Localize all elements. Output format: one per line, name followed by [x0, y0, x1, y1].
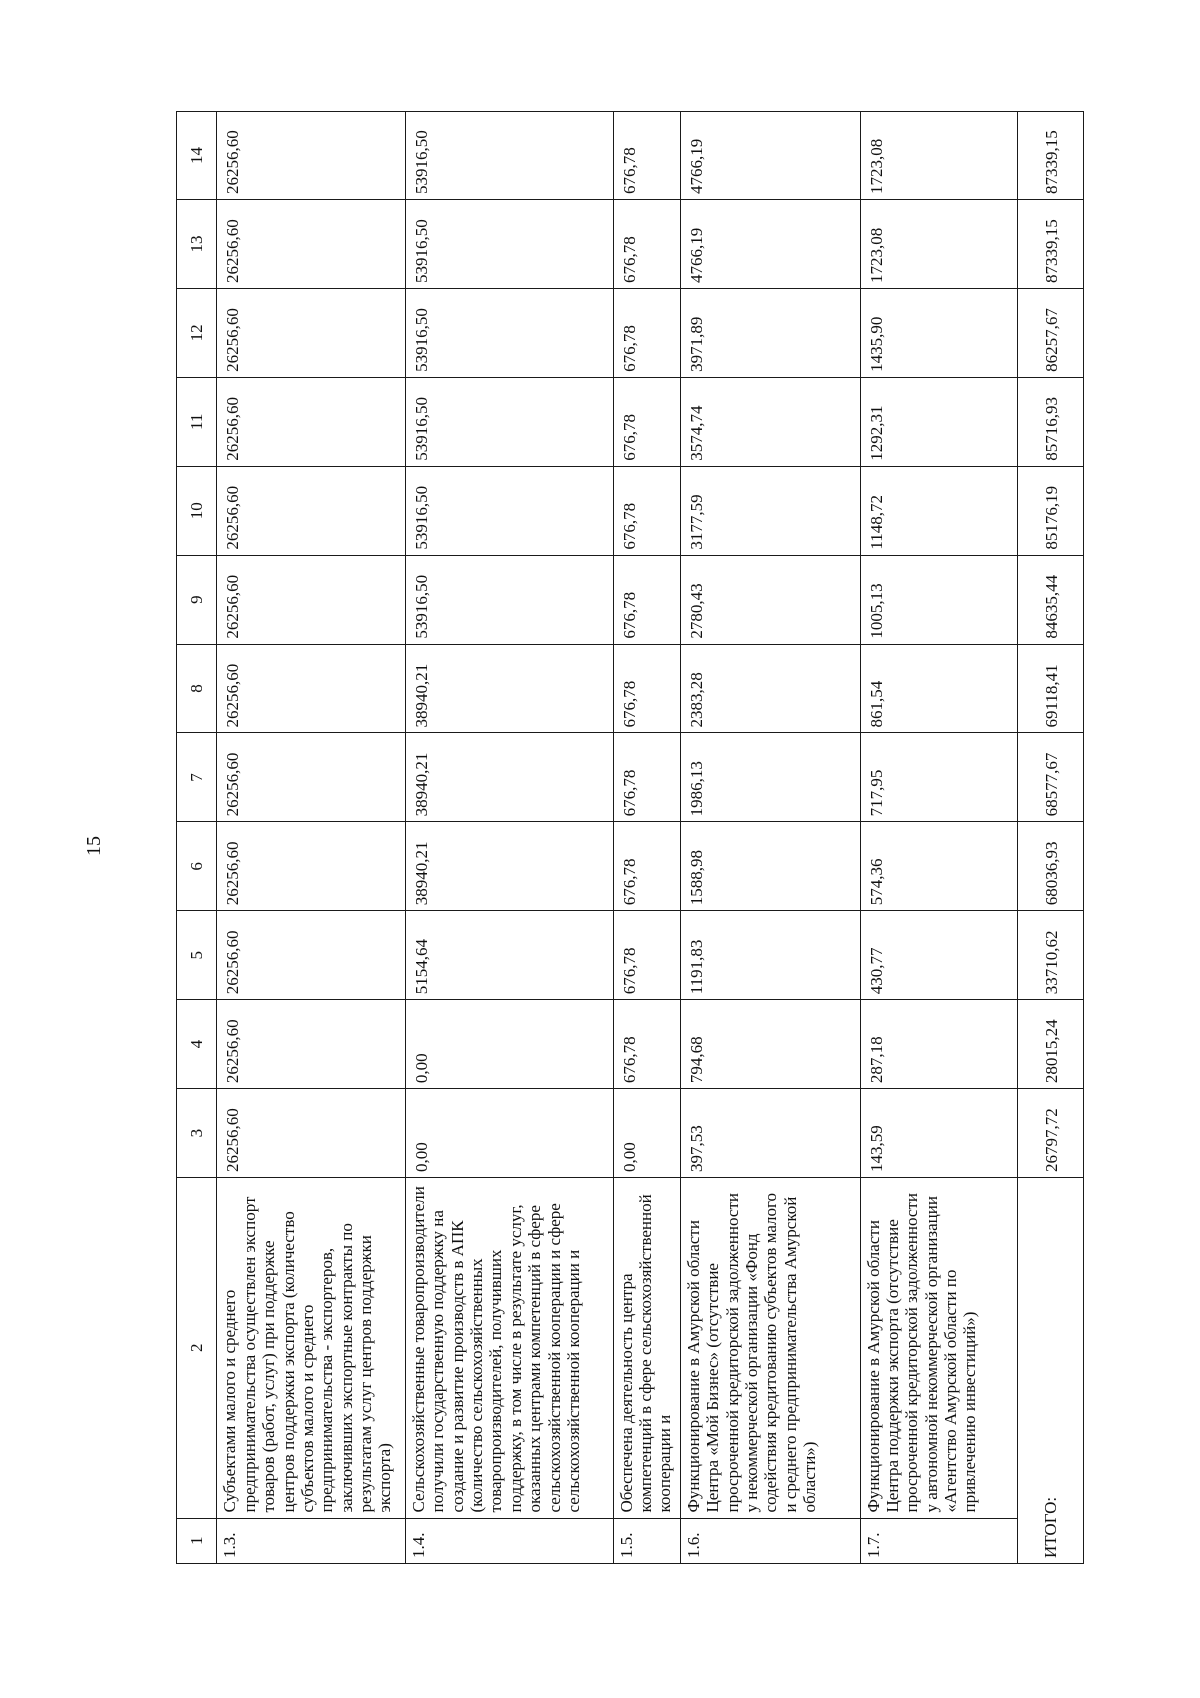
row-number: 1.6.: [680, 1518, 860, 1563]
value-cell: 1588,98: [680, 822, 860, 911]
value-cell: 4766,19: [680, 200, 860, 289]
value-cell: 676,78: [613, 200, 680, 289]
table-row: [680, 112, 860, 1564]
value-cell: 1986,13: [680, 733, 860, 822]
header-cell-7: 7: [177, 733, 217, 822]
total-label: ИТОГО:: [1017, 1178, 1083, 1564]
value-cell: 676,78: [613, 644, 680, 733]
table-row: [405, 112, 613, 1564]
value-cell: 26256,60: [217, 377, 406, 466]
total-value-cell: 86257,67: [1017, 288, 1083, 377]
header-cell-1: 1: [177, 1518, 217, 1563]
value-cell: 2383,28: [680, 644, 860, 733]
value-cell: 717,95: [860, 733, 1017, 822]
header-cell-14: 14: [177, 112, 217, 200]
total-value-cell: 85716,93: [1017, 377, 1083, 466]
value-cell: 26256,60: [217, 555, 406, 644]
row-description-cell: [860, 1178, 1017, 1519]
value-cell: 1435,90: [860, 288, 1017, 377]
value-cell: 26256,60: [217, 733, 406, 822]
value-cell: 574,36: [860, 822, 1017, 911]
value-cell: 53916,50: [405, 377, 613, 466]
header-cell-2: 2: [177, 1178, 217, 1519]
value-cell: 0,00: [613, 1089, 680, 1178]
value-cell: 26256,60: [217, 822, 406, 911]
value-cell: 2780,43: [680, 555, 860, 644]
header-cell-5: 5: [177, 911, 217, 1000]
row-description-cell: [217, 1178, 406, 1519]
header-cell-6: 6: [177, 822, 217, 911]
total-value-cell: 33710,62: [1017, 911, 1083, 1000]
value-cell: 1005,13: [860, 555, 1017, 644]
value-cell: 3177,59: [680, 466, 860, 555]
value-cell: 0,00: [405, 1000, 613, 1089]
value-cell: 430,77: [860, 911, 1017, 1000]
row-description: Функционирование в Амурской области Центра «Мой Бизнес» (отсутствие просроченной кредиторской задолженности у некоммерческой организации «Фонд содействия кредитованию субъектов малого и среднего предпринимательства Амурской области»): [683, 1192, 820, 1513]
budget-table: [176, 111, 1084, 1564]
value-cell: 26256,60: [217, 1000, 406, 1089]
table-row: [613, 112, 680, 1564]
header-cell-8: 8: [177, 644, 217, 733]
value-cell: 26256,60: [217, 200, 406, 289]
row-number: 1.3.: [217, 1518, 406, 1563]
total-value-cell: 87339,15: [1017, 200, 1083, 289]
value-cell: 676,78: [613, 1000, 680, 1089]
value-cell: 38940,21: [405, 644, 613, 733]
header-cell-4: 4: [177, 1000, 217, 1089]
value-cell: 26256,60: [217, 112, 406, 200]
value-cell: 5154,64: [405, 911, 613, 1000]
value-cell: 287,18: [860, 1000, 1017, 1089]
value-cell: 0,00: [405, 1089, 613, 1178]
value-cell: 38940,21: [405, 733, 613, 822]
value-cell: 676,78: [613, 822, 680, 911]
total-value-cell: 68577,67: [1017, 733, 1083, 822]
total-value-cell: 85176,19: [1017, 466, 1083, 555]
row-description-cell: [405, 1178, 613, 1519]
total-value-cell: 26797,72: [1017, 1089, 1083, 1178]
table-row: [860, 112, 1017, 1564]
value-cell: 53916,50: [405, 112, 613, 200]
value-cell: 794,68: [680, 1000, 860, 1089]
row-description: Субъектами малого и среднего предпринимательства осуществлен экспорт товаров (работ, услуг) при поддержке центров поддержки экспорта (количество субъектов малого и среднего предпринимательства - экспортеров, заключивших экспортные контракты по результатам услуг центров поддержки экспорта): [220, 1196, 395, 1513]
value-cell: 1723,08: [860, 200, 1017, 289]
table-row: [217, 112, 406, 1564]
value-cell: 676,78: [613, 466, 680, 555]
total-value-cell: 28015,24: [1017, 1000, 1083, 1089]
header-row: [177, 112, 217, 1564]
row-description: Функционирование в Амурской области Центра поддержки экспорта (отсутствие просроченной кредиторской задолженности у автономной некоммерческой организации «Агентство Амурской области по привлечению инвестиций»): [863, 1193, 980, 1513]
total-row: [1017, 112, 1083, 1564]
row-number: 1.7.: [860, 1518, 1017, 1563]
value-cell: 26256,60: [217, 644, 406, 733]
value-cell: 53916,50: [405, 466, 613, 555]
header-cell-13: 13: [177, 200, 217, 289]
value-cell: 1723,08: [860, 112, 1017, 200]
value-cell: 53916,50: [405, 555, 613, 644]
row-description: Обеспечена деятельность центра компетенций в сфере сельскохозяйственной кооперации и: [616, 1194, 675, 1513]
header-cell-11: 11: [177, 377, 217, 466]
value-cell: 53916,50: [405, 288, 613, 377]
value-cell: 676,78: [613, 377, 680, 466]
row-description-cell: [680, 1178, 860, 1519]
value-cell: 3574,74: [680, 377, 860, 466]
header-cell-10: 10: [177, 466, 217, 555]
value-cell: 4766,19: [680, 112, 860, 200]
value-cell: 53916,50: [405, 200, 613, 289]
value-cell: 26256,60: [217, 911, 406, 1000]
row-description-cell: [613, 1178, 680, 1519]
value-cell: 676,78: [613, 288, 680, 377]
total-value-cell: 68036,93: [1017, 822, 1083, 911]
value-cell: 26256,60: [217, 288, 406, 377]
page-number: 15: [83, 836, 105, 856]
row-number: 1.4.: [405, 1518, 613, 1563]
value-cell: 3971,89: [680, 288, 860, 377]
total-value-cell: 87339,15: [1017, 112, 1083, 200]
value-cell: 26256,60: [217, 466, 406, 555]
value-cell: 1191,83: [680, 911, 860, 1000]
value-cell: 143,59: [860, 1089, 1017, 1178]
value-cell: 676,78: [613, 733, 680, 822]
value-cell: 676,78: [613, 911, 680, 1000]
value-cell: 38940,21: [405, 822, 613, 911]
total-value-cell: 69118,41: [1017, 644, 1083, 733]
row-description: Сельскохозяйственные товаропроизводители получили государственную поддержку на создание и развитие производств в АПК (количество сельскохозяйственных товаропроизводителей, получивших поддержку, в том числе в результате услуг, оказанных центрами компетенций в сфере сельскохозяйственной кооперации и сфере сельскохозяйственной кооперации и: [408, 1186, 583, 1513]
total-value-cell: 84635,44: [1017, 555, 1083, 644]
rotated-table-container: [176, 111, 1084, 1564]
header-cell-9: 9: [177, 555, 217, 644]
value-cell: 1148,72: [860, 466, 1017, 555]
header-cell-12: 12: [177, 288, 217, 377]
value-cell: 861,54: [860, 644, 1017, 733]
value-cell: 676,78: [613, 555, 680, 644]
header-cell-3: 3: [177, 1089, 217, 1178]
value-cell: 1292,31: [860, 377, 1017, 466]
value-cell: 26256,60: [217, 1089, 406, 1178]
value-cell: 397,53: [680, 1089, 860, 1178]
value-cell: 676,78: [613, 112, 680, 200]
row-number: 1.5.: [613, 1518, 680, 1563]
